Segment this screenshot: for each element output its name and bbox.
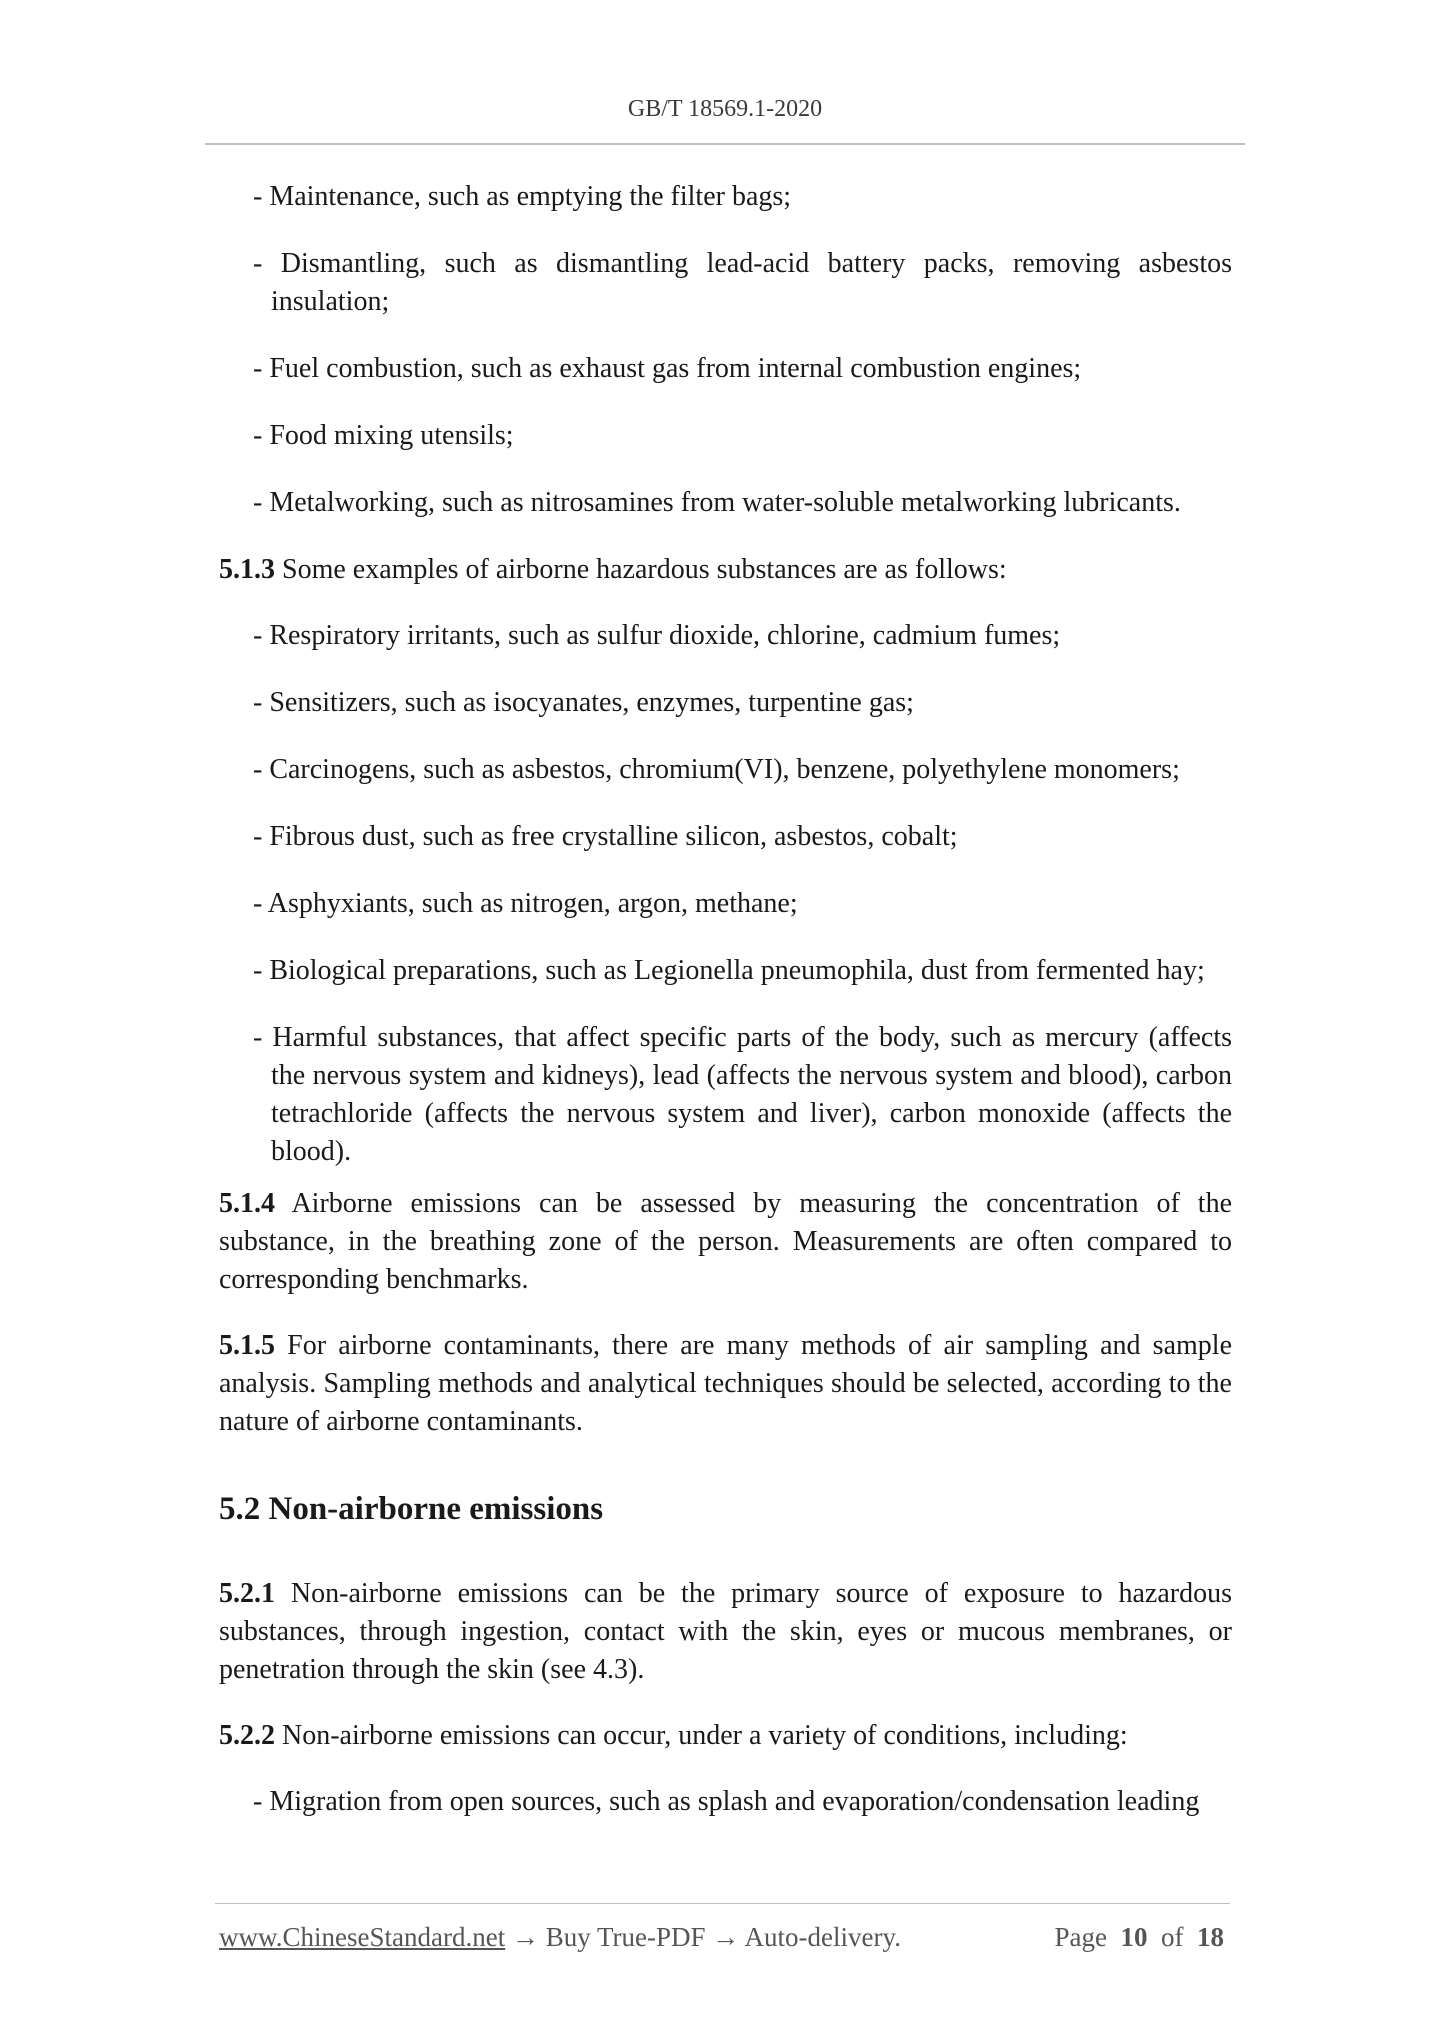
list-item: - Sensitizers, such as isocyanates, enzymes, turpentine gas;: [253, 687, 914, 718]
list-item: - Fibrous dust, such as free crystalline silicon, asbestos, cobalt;: [253, 821, 958, 852]
clause-number: 5.1.3: [219, 554, 275, 585]
page-current: 10: [1120, 1922, 1148, 1952]
clause-5-1-5: [219, 1327, 1232, 1441]
clause-text: Non-airborne emissions can occur, under a variety of conditions, including:: [275, 1720, 1128, 1751]
list-item: - Asphyxiants, such as nitrogen, argon, methane;: [253, 888, 798, 919]
list-item: - Carcinogens, such as asbestos, chromium(VI), benzene, polyethylene monomers;: [253, 754, 1180, 785]
clause-number: 5.2.1: [219, 1578, 275, 1609]
clause-5-2-2: [219, 1717, 1232, 1755]
running-header: GB/T 18569.1-2020: [627, 96, 823, 122]
list-item: - Maintenance, such as emptying the filter bags;: [253, 181, 792, 212]
clause-text: Non-airborne emissions can be the primary source of exposure to hazardous substances, through ingestion, contact with the skin, eyes or mucous membranes, or penetration through the skin (see 4.3).: [219, 1578, 1232, 1685]
buy-text: Buy True-PDF: [545, 1922, 706, 1952]
list-item: - Harmful substances, that affect specific parts of the body, such as mercury (affects the nervous system and kidneys), lead (affects the nervous system and blood), carbon tetrachloride (affects the nervous system and liver), carbon monoxide (affects the blood).: [253, 1022, 1232, 1167]
delivery-text: Auto-delivery.: [744, 1922, 901, 1952]
page-total: 18: [1197, 1922, 1224, 1952]
list-item: - Migration from open sources, such as splash and evaporation/condensation leading: [253, 1786, 1200, 1817]
page-body: [219, 178, 1232, 1850]
of-label: of: [1161, 1922, 1184, 1952]
header-divider: [205, 143, 1245, 145]
website-link[interactable]: www.ChineseStandard.net: [219, 1922, 506, 1952]
clause-text: Some examples of airborne hazardous substances are as follows:: [275, 554, 1007, 585]
arrow-icon: →: [705, 1922, 745, 1952]
page-indicator: [1055, 1922, 1224, 1953]
clause-5-2-1: [219, 1575, 1232, 1689]
clause-text: Airborne emissions can be assessed by measuring the concentration of the substance, in the breathing zone of the person. Measurements are often compared to corresponding benchmarks.: [219, 1188, 1232, 1295]
arrow-icon: →: [505, 1922, 546, 1952]
section-heading: 5.2 Non-airborne emissions: [219, 1491, 604, 1527]
clause-number: 5.1.4: [219, 1188, 275, 1219]
list-item: - Metalworking, such as nitrosamines from water-soluble metalworking lubricants.: [253, 487, 1181, 518]
page-label: Page: [1054, 1922, 1107, 1952]
footer-promo: [219, 1922, 901, 1953]
clause-5-1-3: [219, 551, 1232, 589]
clause-5-1-4: [219, 1185, 1232, 1299]
list-item: - Respiratory irritants, such as sulfur dioxide, chlorine, cadmium fumes;: [253, 620, 1061, 651]
clause-number: 5.1.5: [219, 1330, 275, 1361]
list-item: - Fuel combustion, such as exhaust gas from internal combustion engines;: [253, 353, 1082, 384]
list-item: - Food mixing utensils;: [253, 420, 514, 451]
list-item: - Biological preparations, such as Legionella pneumophila, dust from fermented hay;: [253, 955, 1205, 986]
footer-divider: [215, 1903, 1230, 1904]
clause-number: 5.2.2: [219, 1720, 275, 1751]
clause-text: For airborne contaminants, there are many methods of air sampling and sample analysis. Sampling methods and analytical techniques should be selected, according to the nature of airborne contaminants.: [219, 1330, 1232, 1437]
list-item: - Dismantling, such as dismantling lead-acid battery packs, removing asbestos insulation;: [253, 248, 1232, 317]
